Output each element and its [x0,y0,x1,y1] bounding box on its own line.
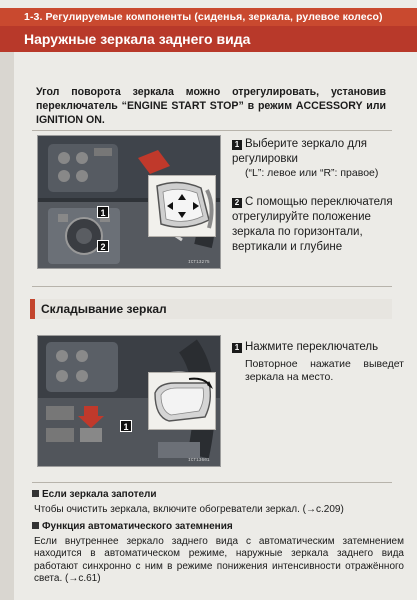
square-bullet-icon [32,490,39,497]
step-text: С помощью переключателя отрегулируйте положение зеркала по горизонтали, вертикали и глубине [232,196,393,253]
image-code: ICT13601 [188,458,210,463]
note-title: Если зеркала запотели [42,489,157,500]
page-edge-shade [0,52,14,600]
step-number: 1 [232,343,242,353]
page-title: Наружные зеркала заднего вида [0,26,417,52]
section-header: 1-3. Регулируемые компоненты (сиденья, зеркала, рулевое колесо) [0,8,417,26]
note-title: Функция автоматического затемнения [42,521,233,532]
note-heading-autodim [32,521,233,532]
step-detail: (“L”: левое или “R”: правое) [245,167,379,179]
step-text: Выберите зеркало для регулировки [232,138,368,165]
folding-heading: Складывание зеркал [30,299,392,319]
folded-mirror-diagram [148,372,216,430]
step-number: 1 [232,140,242,150]
badge-2: 2 [97,240,109,252]
fold-step-1 [232,340,404,384]
note-body-autodim: Если внутреннее зеркало заднего вида с автоматическим затемнением находится в автоматическом режиме, наружные зеркала заднего вида работают синхронно с ним в режиме понижения интенсивности отражённого света. (→с.61) [34,536,404,584]
adjust-step-2 [232,195,398,255]
badge-1: 1 [97,206,109,218]
adjust-step-1 [232,137,398,180]
mirror-diagram [148,175,216,237]
step-text: Нажмите переключатель [245,341,379,353]
divider [32,130,392,131]
divider [32,482,392,483]
badge-1: 1 [120,420,132,432]
step-detail: Повторное нажатие выведет зеркала на место. [245,358,404,383]
note-body-fog: Чтобы очистить зеркала, включите обогреватели зеркал. (→с.209) [34,504,344,515]
intro-paragraph: Угол поворота зеркала можно отрегулировать, установив переключатель “ENGINE START STOP” в режим ACCESSORY или IGNITION ON. [36,86,386,126]
divider [32,286,392,287]
step-number: 2 [232,198,242,208]
square-bullet-icon [32,522,39,529]
mirror-fold-arrow-icon [149,373,216,430]
note-heading-fog [32,489,157,500]
mirror-arrows-icon [149,176,216,237]
image-code: ICT13275 [188,260,210,265]
